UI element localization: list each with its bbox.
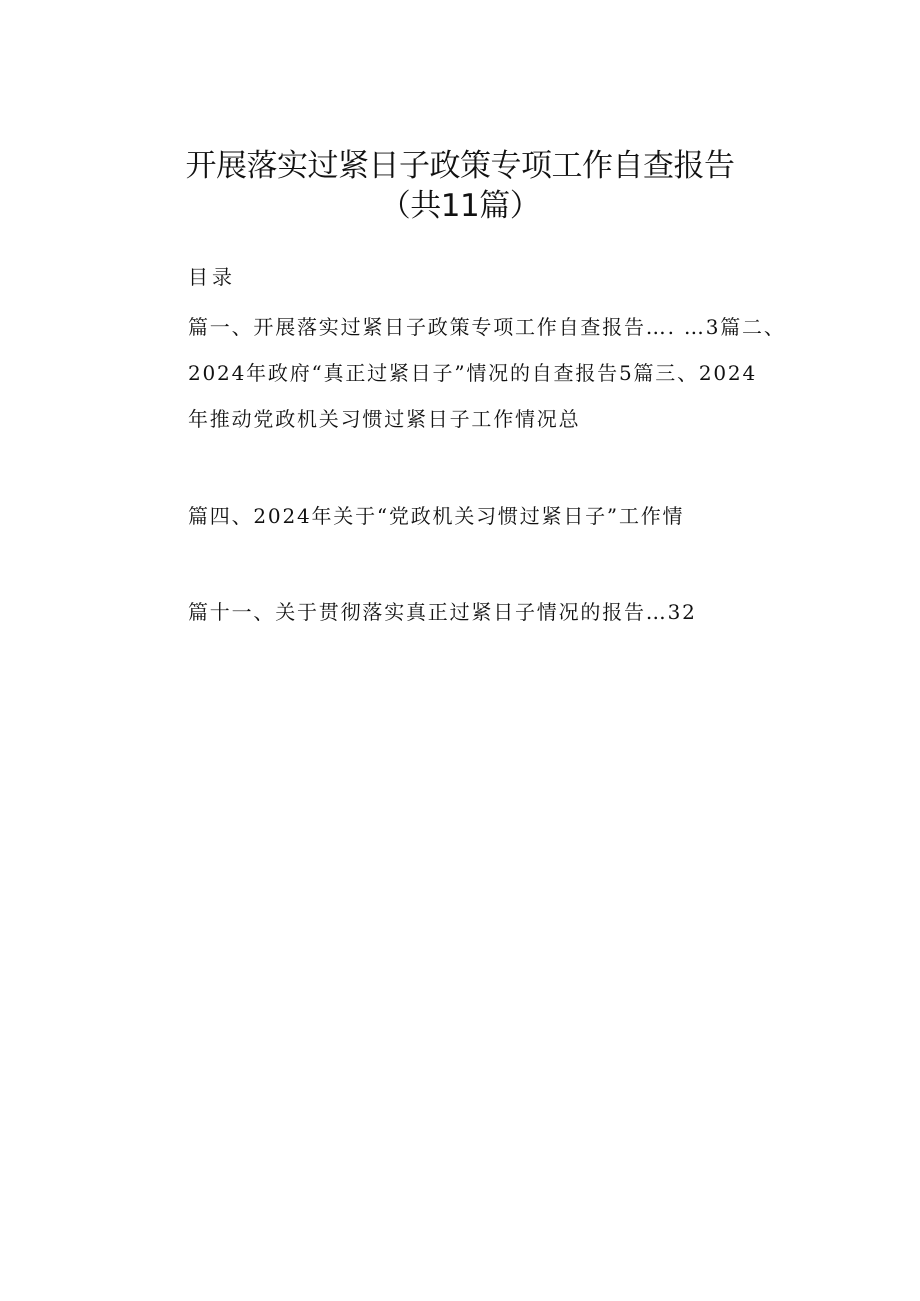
- toc-heading: 目录: [188, 265, 236, 289]
- toc-line: 年推动党政机关习惯过紧日子工作情况总: [188, 407, 581, 431]
- document-subtitle: （共11篇）: [379, 188, 541, 224]
- toc-line: 篇一、开展落实过紧日子政策专项工作自查报告…. …3篇二、: [188, 315, 786, 339]
- toc-line: 篇十一、关于贯彻落实真正过紧日子情况的报告…32: [188, 600, 697, 624]
- toc-line: 2024年政府“真正过紧日子”情况的自查报告5篇三、2024: [188, 361, 757, 385]
- toc-line: 篇四、2024年关于“党政机关习惯过紧日子”工作情: [188, 504, 685, 528]
- document-title: 开展落实过紧日子政策专项工作自查报告: [185, 148, 735, 184]
